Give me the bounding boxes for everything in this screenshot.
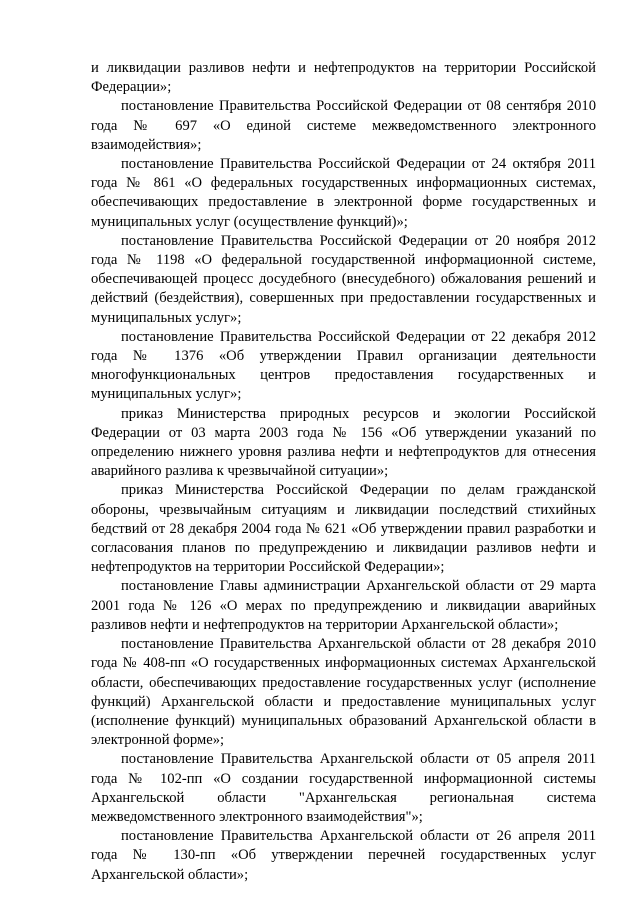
paragraph-decree-1376: постановление Правительства Российской Федерации от 22 декабря 2012 года № 1376 «Об утверждении Правил организации деятельности многофункциональных центров предоставления государственных и муниципальных услуг»;: [91, 328, 596, 403]
paragraph-order-156: приказ Министерства природных ресурсов и экологии Российской Федерации от 03 марта 2003 года № 156 «Об утверждении указаний по определению нижнего уровня разлива нефти и нефтепродуктов для отнесения аварийного разлива к чрезвычайной ситуации»;: [91, 405, 596, 480]
paragraph-decree-130-pp: постановление Правительства Архангельской области от 26 апреля 2011 года № 130-пп «Об утверждении перечней государственных услуг Архангельской области»;: [91, 828, 596, 883]
paragraph-decree-126: постановление Главы администрации Архангельской области от 29 марта 2001 года № 126 «О мерах по предупреждению и ликвидации аварийных разливов нефти и нефтепродуктов на территории Архангельской области»;: [91, 578, 596, 633]
paragraph-continuation: и ликвидации разливов нефти и нефтепродуктов на территории Российской Федерации»;: [91, 60, 596, 96]
paragraph-decree-861: постановление Правительства Российской Федерации от 24 октября 2011 года № 861 «О федеральных государственных информационных системах, обеспечивающих предоставление в электронной форме государственных и муниципальных услуг (осуществление функций)»;: [91, 156, 596, 230]
paragraph-decree-1198: постановление Правительства Российской Федерации от 20 ноября 2012 года № 1198 «О федеральной государственной информационной системе, обеспечивающей процесс досудебного (внесудебного) обжалования решений и действий (бездействия), совершенных при предоставлении государственных и муниципальных услуг»;: [91, 232, 596, 326]
paragraph-decree-697: постановление Правительства Российской Федерации от 08 сентября 2010 года № 697 «О единой системе межведомственного электронного взаимодействия»;: [91, 98, 596, 153]
paragraph-decree-102-pp: постановление Правительства Архангельской области от 05 апреля 2011 года № 102-пп «О создании государственной информационной системы Архангельской области "Архангельская региональная система межведомственного электронного взаимодействия"»;: [91, 751, 596, 825]
paragraph-order-621: приказ Министерства Российской Федерации по делам гражданской обороны, чрезвычайным ситуациям и ликвидации последствий стихийных бедствий от 28 декабря 2004 года № 621 «Об утверждении правил разработки и согласования планов по предупреждению и ликвидации разливов нефти и нефтепродуктов на территории Российской Федерации»;: [91, 482, 596, 576]
document-page: [91, 59, 596, 885]
paragraph-decree-408-pp: постановление Правительства Архангельской области от 28 декабря 2010 года № 408-пп «О государственных информационных системах Архангельской области, обеспечивающих предоставление государственных услуг (исполнение функций) Архангельской области и предоставление муниципальных услуг (исполнение функций) муниципальных образований Архангельской области в электронной форме»;: [91, 636, 596, 749]
